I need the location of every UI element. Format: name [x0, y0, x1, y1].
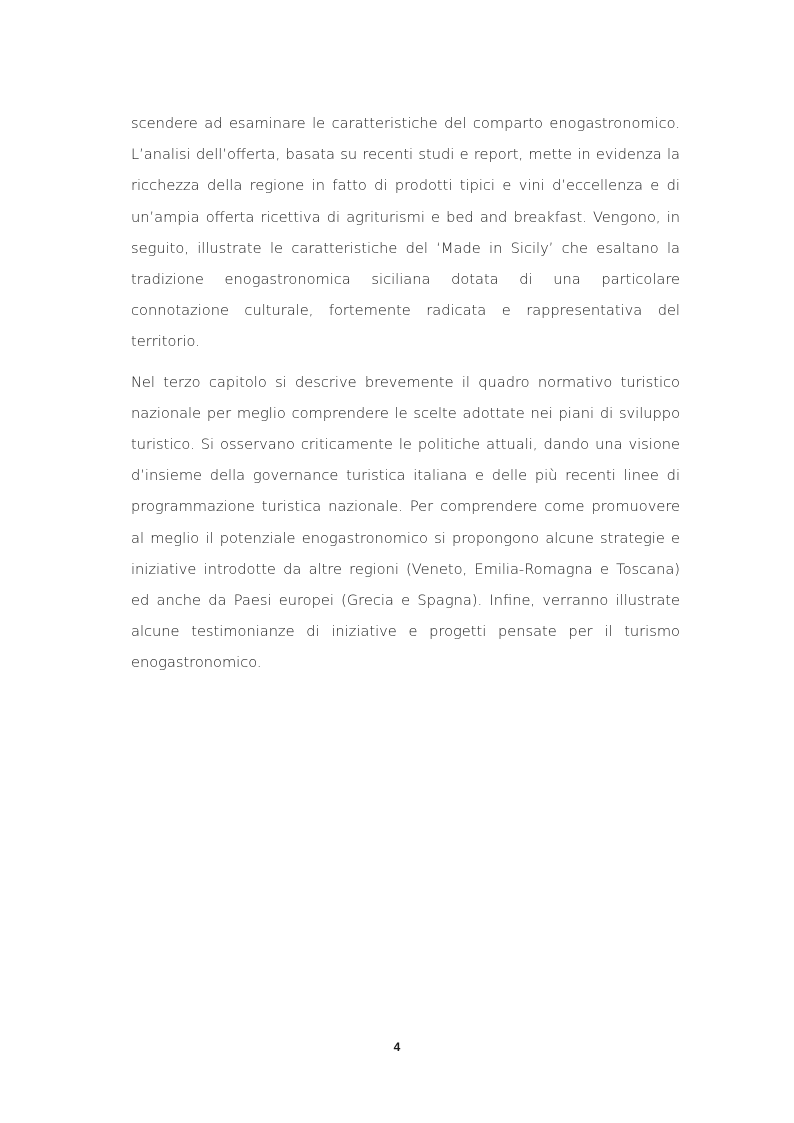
page-number: 4 [393, 1040, 401, 1054]
body-paragraph-1: scendere ad esaminare le caratteristiche del comparto enogastronomico. L’analisi dell’offerta, basata su recenti studi e report, mette in evidenza la ricchezza della regione in fatto di prodotti tipici e vini d’eccellenza e di un’ampia offerta ricettiva di agriturismi e bed and breakfast. Vengono, in seguito, illustrate le caratteristiche del ‘Made in Sicily’ che esaltano la tradizione enogastronomica siciliana dotata di una particolare connotazione culturale, fortemente radicata e rappresentativa del territorio. [131, 115, 680, 351]
page-body [131, 108, 680, 679]
body-paragraph-2: Nel terzo capitolo si descrive brevemente il quadro normativo turistico nazionale per meglio comprendere le scelte adottate nei piani di sviluppo turistico. Si osservano criticamente le politiche attuali, dando una visione d’insieme della governance turistica italiana e delle più recenti linee di programmazione turistica nazionale. Per comprendere come promuovere al meglio il potenziale enogastronomico si propongono alcune strategie e iniziative introdotte da altre regioni (Veneto, Emilia-Romagna e Toscana) ed anche da Paesi europei (Grecia e Spagna). Infine, verranno illustrate alcune testimonianze di iniziative e progetti pensate per il turismo enogastronomico. [131, 373, 680, 672]
